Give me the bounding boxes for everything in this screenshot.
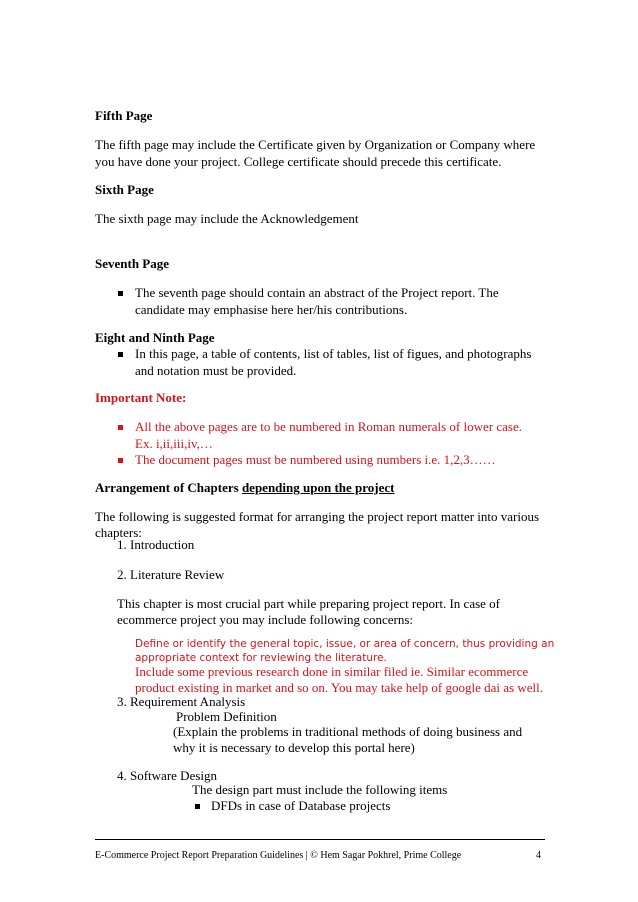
bullet-square-icon xyxy=(118,425,123,430)
problem-definition: Problem Definition xyxy=(176,709,277,724)
eighth-page-text: and notation must be provided. xyxy=(135,363,297,378)
bullet-square-icon xyxy=(118,291,123,296)
literature-review-text: This chapter is most crucial part while preparing project report. In case of xyxy=(117,596,500,611)
footer-text: E-Commerce Project Report Preparation Guidelines | © Hem Sagar Pokhrel, Prime College xyxy=(95,850,462,861)
problem-definition-text: why it is necessary to develop this portal here) xyxy=(173,740,415,755)
concern-text: product existing in market and so on. You may take help of google dai as well. xyxy=(135,680,543,695)
seventh-page-text: candidate may emphasise here her/his contributions. xyxy=(135,302,408,317)
seventh-page-heading: Seventh Page xyxy=(95,256,170,271)
software-design-text: DFDs in case of Database projects xyxy=(211,798,391,813)
arrangement-heading xyxy=(95,480,395,496)
eighth-page-text: In this page, a table of contents, list of tables, list of figues, and photographs xyxy=(135,346,532,361)
sixth-page-text: The sixth page may include the Acknowledgement xyxy=(95,211,359,226)
eighth-page-heading: Eight and Ninth Page xyxy=(95,330,215,345)
chapter-item: 2. Literature Review xyxy=(117,567,225,582)
chapter-item: 4. Software Design xyxy=(117,768,218,783)
software-design-text: The design part must include the following items xyxy=(192,782,448,797)
important-note-text: All the above pages are to be numbered in Roman numerals of lower case. xyxy=(135,419,522,434)
literature-review-text: ecommerce project you may include following concerns: xyxy=(117,612,414,627)
fifth-page-text: you have done your project. College certificate should precede this certificate. xyxy=(95,154,502,169)
important-note-heading: Important Note: xyxy=(95,390,187,405)
bullet-square-icon xyxy=(118,458,123,463)
sixth-page-heading: Sixth Page xyxy=(95,182,154,197)
footer-divider xyxy=(95,839,545,840)
fifth-page-text: The fifth page may include the Certificate given by Organization or Company where xyxy=(95,137,536,152)
bullet-square-icon xyxy=(195,804,200,809)
problem-definition-text: (Explain the problems in traditional methods of doing business and xyxy=(173,724,523,739)
arrangement-heading-underlined: depending upon the project xyxy=(241,480,395,495)
arrangement-intro: chapters: xyxy=(95,525,142,540)
fifth-page-heading: Fifth Page xyxy=(95,108,153,123)
chapter-item: 1. Introduction xyxy=(117,537,195,552)
important-note-text: The document pages must be numbered using numbers i.e. 1,2,3…… xyxy=(135,452,496,467)
chapter-item: 3. Requirement Analysis xyxy=(117,694,246,709)
bullet-square-icon xyxy=(118,352,123,357)
page-number: 4 xyxy=(536,850,541,861)
arrangement-intro: The following is suggested format for arranging the project report matter into various xyxy=(95,509,540,524)
concern-text: appropriate context for reviewing the literature. xyxy=(135,652,387,664)
important-note-text: Ex. i,ii,iii,iv,… xyxy=(135,436,213,451)
concern-text: Include some previous research done in similar filed ie. Similar ecommerce xyxy=(135,664,529,679)
arrangement-heading-text: Arrangement of Chapters xyxy=(95,480,242,495)
seventh-page-text: The seventh page should contain an abstract of the Project report. The xyxy=(135,285,499,300)
concern-text: Define or identify the general topic, issue, or area of concern, thus providing an xyxy=(135,638,555,650)
